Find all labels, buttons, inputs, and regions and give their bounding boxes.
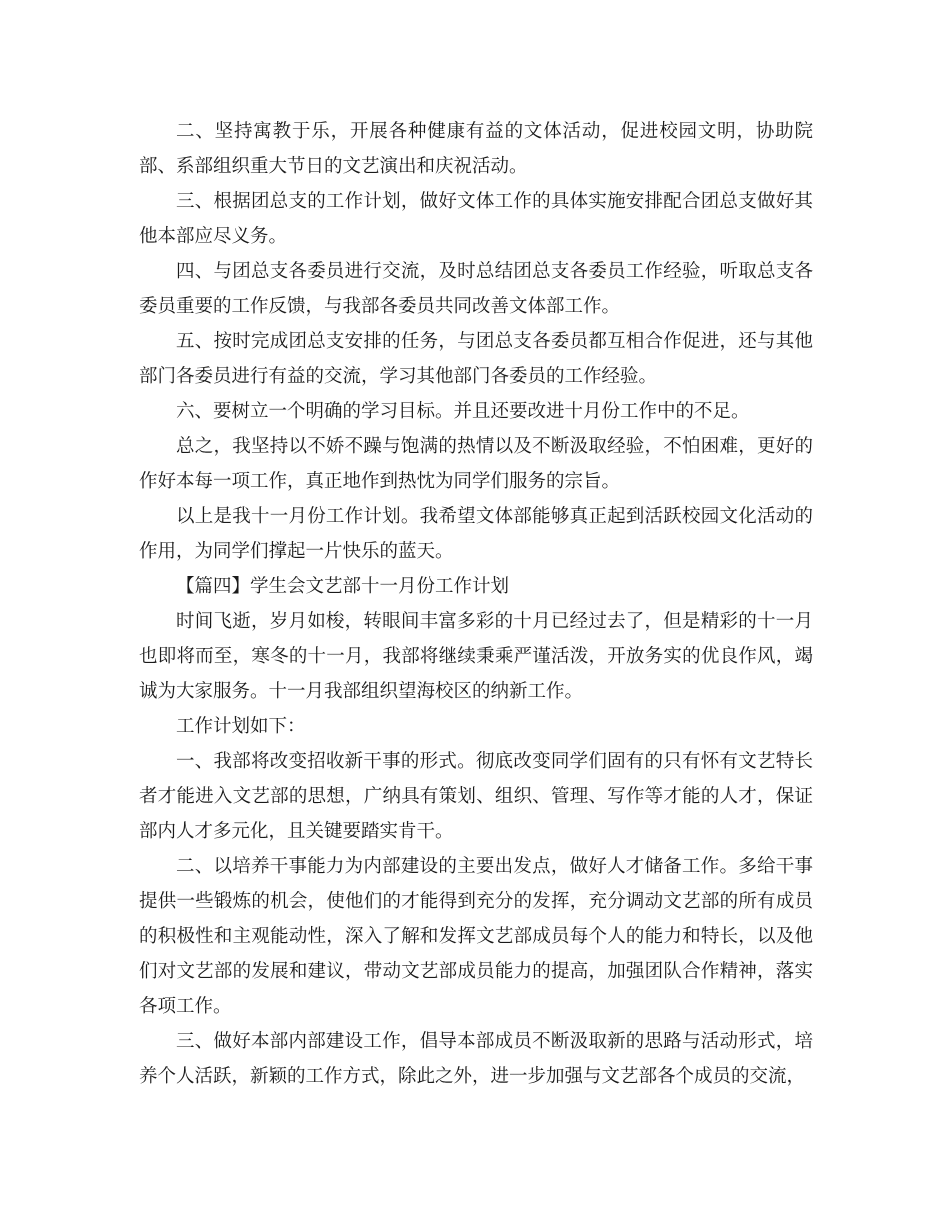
document-body [139,114,813,1094]
paragraph-point-two-culture: 二、坚持寓教于乐，开展各种健康有益的文体活动，促进校园文明，协助院部、系部组织重大节日的文艺演出和庆祝活动。 [139,121,813,177]
paragraph-point-four-exchange: 四、与团总支各委员进行交流，及时总结团总支各委员工作经验，听取总支各委员重要的工作反馈，与我部各委员共同改善文体部工作。 [139,261,813,317]
paragraph-item-three-internal: 三、做好本部内部建设工作，倡导本部成员不断汲取新的思路与活动形式，培养个人活跃，新颖的工作方式，除此之外，进一步加强与文艺部各个成员的交流， [139,1031,813,1087]
paragraph-item-one-recruit: 一、我部将改变招收新干事的形式。彻底改变同学们固有的只有怀有文艺特长者才能进入文艺部的思想，广纳具有策划、组织、管理、写作等才能的人才，保证部内人才多元化，且关键要踏实肯干。 [139,751,813,842]
paragraph-point-five-tasks: 五、按时完成团总支安排的任务，与团总支各委员都互相合作促进，还与其他部门各委员进行有益的交流，学习其他部门各委员的工作经验。 [139,331,813,387]
paragraph-intro: 时间飞逝，岁月如梭，转眼间丰富多彩的十月已经过去了，但是精彩的十一月也即将而至，寒冬的十一月，我部将继续秉乘严谨活泼，开放务实的优良作风，竭诚为大家服务。十一月我部组织望海校区的纳新工作。 [139,611,813,702]
paragraph-plan-label: 工作计划如下： [176,716,306,737]
section-heading-part-four: 【篇四】学生会文艺部十一月份工作计划 [176,576,510,597]
paragraph-summary: 总之，我坚持以不娇不躁与饱满的热情以及不断汲取经验，不怕困难，更好的作好本每一项工作，真正地作到热忱为同学们服务的宗旨。 [139,436,813,492]
paragraph-point-three-plan: 三、根据团总支的工作计划，做好文体工作的具体实施安排配合团总支做好其他本部应尽义务。 [139,191,813,247]
paragraph-closing: 以上是我十一月份工作计划。我希望文体部能够真正起到活跃校园文化活动的作用，为同学们撑起一片快乐的蓝天。 [139,506,813,562]
paragraph-point-six-goal: 六、要树立一个明确的学习目标。并且还要改进十月份工作中的不足。 [176,401,750,422]
paragraph-item-two-training: 二、以培养干事能力为内部建设的主要出发点，做好人才储备工作。多给干事提供一些锻炼的机会，使他们的才能得到充分的发挥，充分调动文艺部的所有成员的积极性和主观能动性，深入了解和发挥文艺部成员每个人的能力和特长，以及他们对文艺部的发展和建议，带动文艺部成员能力的提高，加强团队合作精神，落实各项工作。 [139,856,813,1017]
